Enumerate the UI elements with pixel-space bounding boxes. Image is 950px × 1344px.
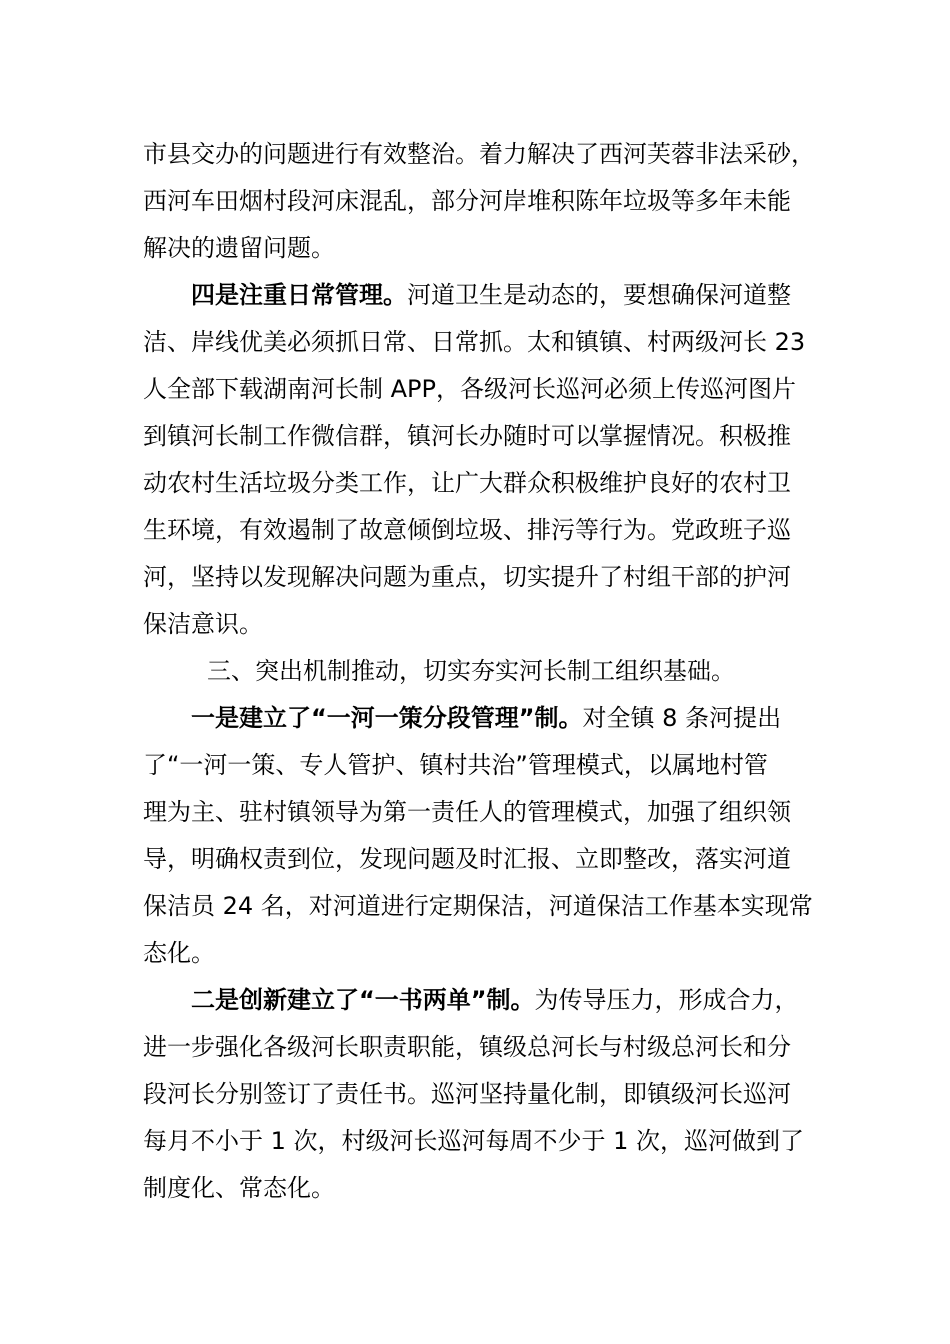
text-line [143,507,809,554]
paragraph [143,272,809,648]
text-line [143,789,809,836]
line-text: 理为主、驻村镇领导为第一责任人的管理模式，加强了组织领 [143,798,791,826]
paragraph-lead: 二是创新建立了“一书两单”制。 [191,986,535,1014]
text-line [143,1165,809,1212]
line-text: 每月不小于 1 次，村级河长巡河每周不少于 1 次，巡河做到了 [143,1127,805,1155]
line-text: 解决的遗留问题。 [143,234,335,262]
line-text: 西河车田烟村段河床混乱，部分河岸堆积陈年垃圾等多年未能 [143,187,791,215]
text-line [143,460,809,507]
text-line [143,648,809,695]
line-text: 段河长分别签订了责任书。巡河坚持量化制，即镇级河长巡河 [143,1080,791,1108]
line-text: 河，坚持以发现解决问题为重点，切实提升了村组干部的护河 [143,563,791,591]
line-text: 到镇河长制工作微信群，镇河长办随时可以掌握情况。积极推 [143,422,791,450]
line-text: 制度化、常态化。 [143,1174,335,1202]
text-line [143,1118,809,1165]
line-text: 洁、岸线优美必须抓日常、日常抓。太和镇镇、村两级河长 23 [143,328,806,356]
line-text: 为传导压力，形成合力， [534,986,799,1014]
text-line [143,742,809,789]
document-body [143,131,815,1212]
text-line [143,131,815,178]
line-text: 动农村生活垃圾分类工作，让广大群众积极维护良好的农村卫 [143,469,791,497]
text-line [143,1024,809,1071]
text-line [143,366,809,413]
line-text: 对全镇 8 条河提出 [582,704,782,732]
text-line [143,272,809,319]
line-text: 导，明确权责到位，发现问题及时汇报、立即整改，落实河道 [143,845,791,873]
text-line [143,977,809,1024]
line-text: 保洁员 24 名，对河道进行定期保洁，河道保洁工作基本实现常 [143,892,813,920]
paragraph-lead: 一是建立了“一河一策分段管理”制。 [191,704,583,732]
line-text: 人全部下载湖南河长制 APP，各级河长巡河必须上传巡河图片 [143,375,796,403]
text-line [143,695,809,742]
line-text: 了“一河一策、专人管护、镇村共治”管理模式，以属地村管 [143,751,768,779]
paragraph [143,131,815,272]
text-line [143,554,809,601]
text-line [143,836,809,883]
paragraph [143,695,813,977]
line-text: 进一步强化各级河长职责职能，镇级总河长与村级总河长和分 [143,1033,791,1061]
paragraph [143,977,809,1212]
line-text: 河道卫生是动态的，要想确保河道整 [407,281,791,309]
text-line [143,413,809,460]
text-line [143,225,809,272]
text-line [143,883,813,930]
text-line [143,178,809,225]
line-text: 保洁意识。 [143,610,263,638]
line-text: 三、突出机制推动，切实夯实河长制工组织基础。 [207,657,735,685]
text-line [143,601,809,648]
text-line [143,319,809,366]
text-line [143,1071,809,1118]
paragraph-lead: 四是注重日常管理。 [191,281,407,309]
line-text: 态化。 [143,939,215,967]
line-text: 生环境，有效遏制了故意倾倒垃圾、排污等行为。党政班子巡 [143,516,791,544]
section-heading [143,648,809,695]
text-line [143,930,809,977]
line-text: 市县交办的问题进行有效整治。着力解决了西河芙蓉非法采砂， [143,140,815,168]
